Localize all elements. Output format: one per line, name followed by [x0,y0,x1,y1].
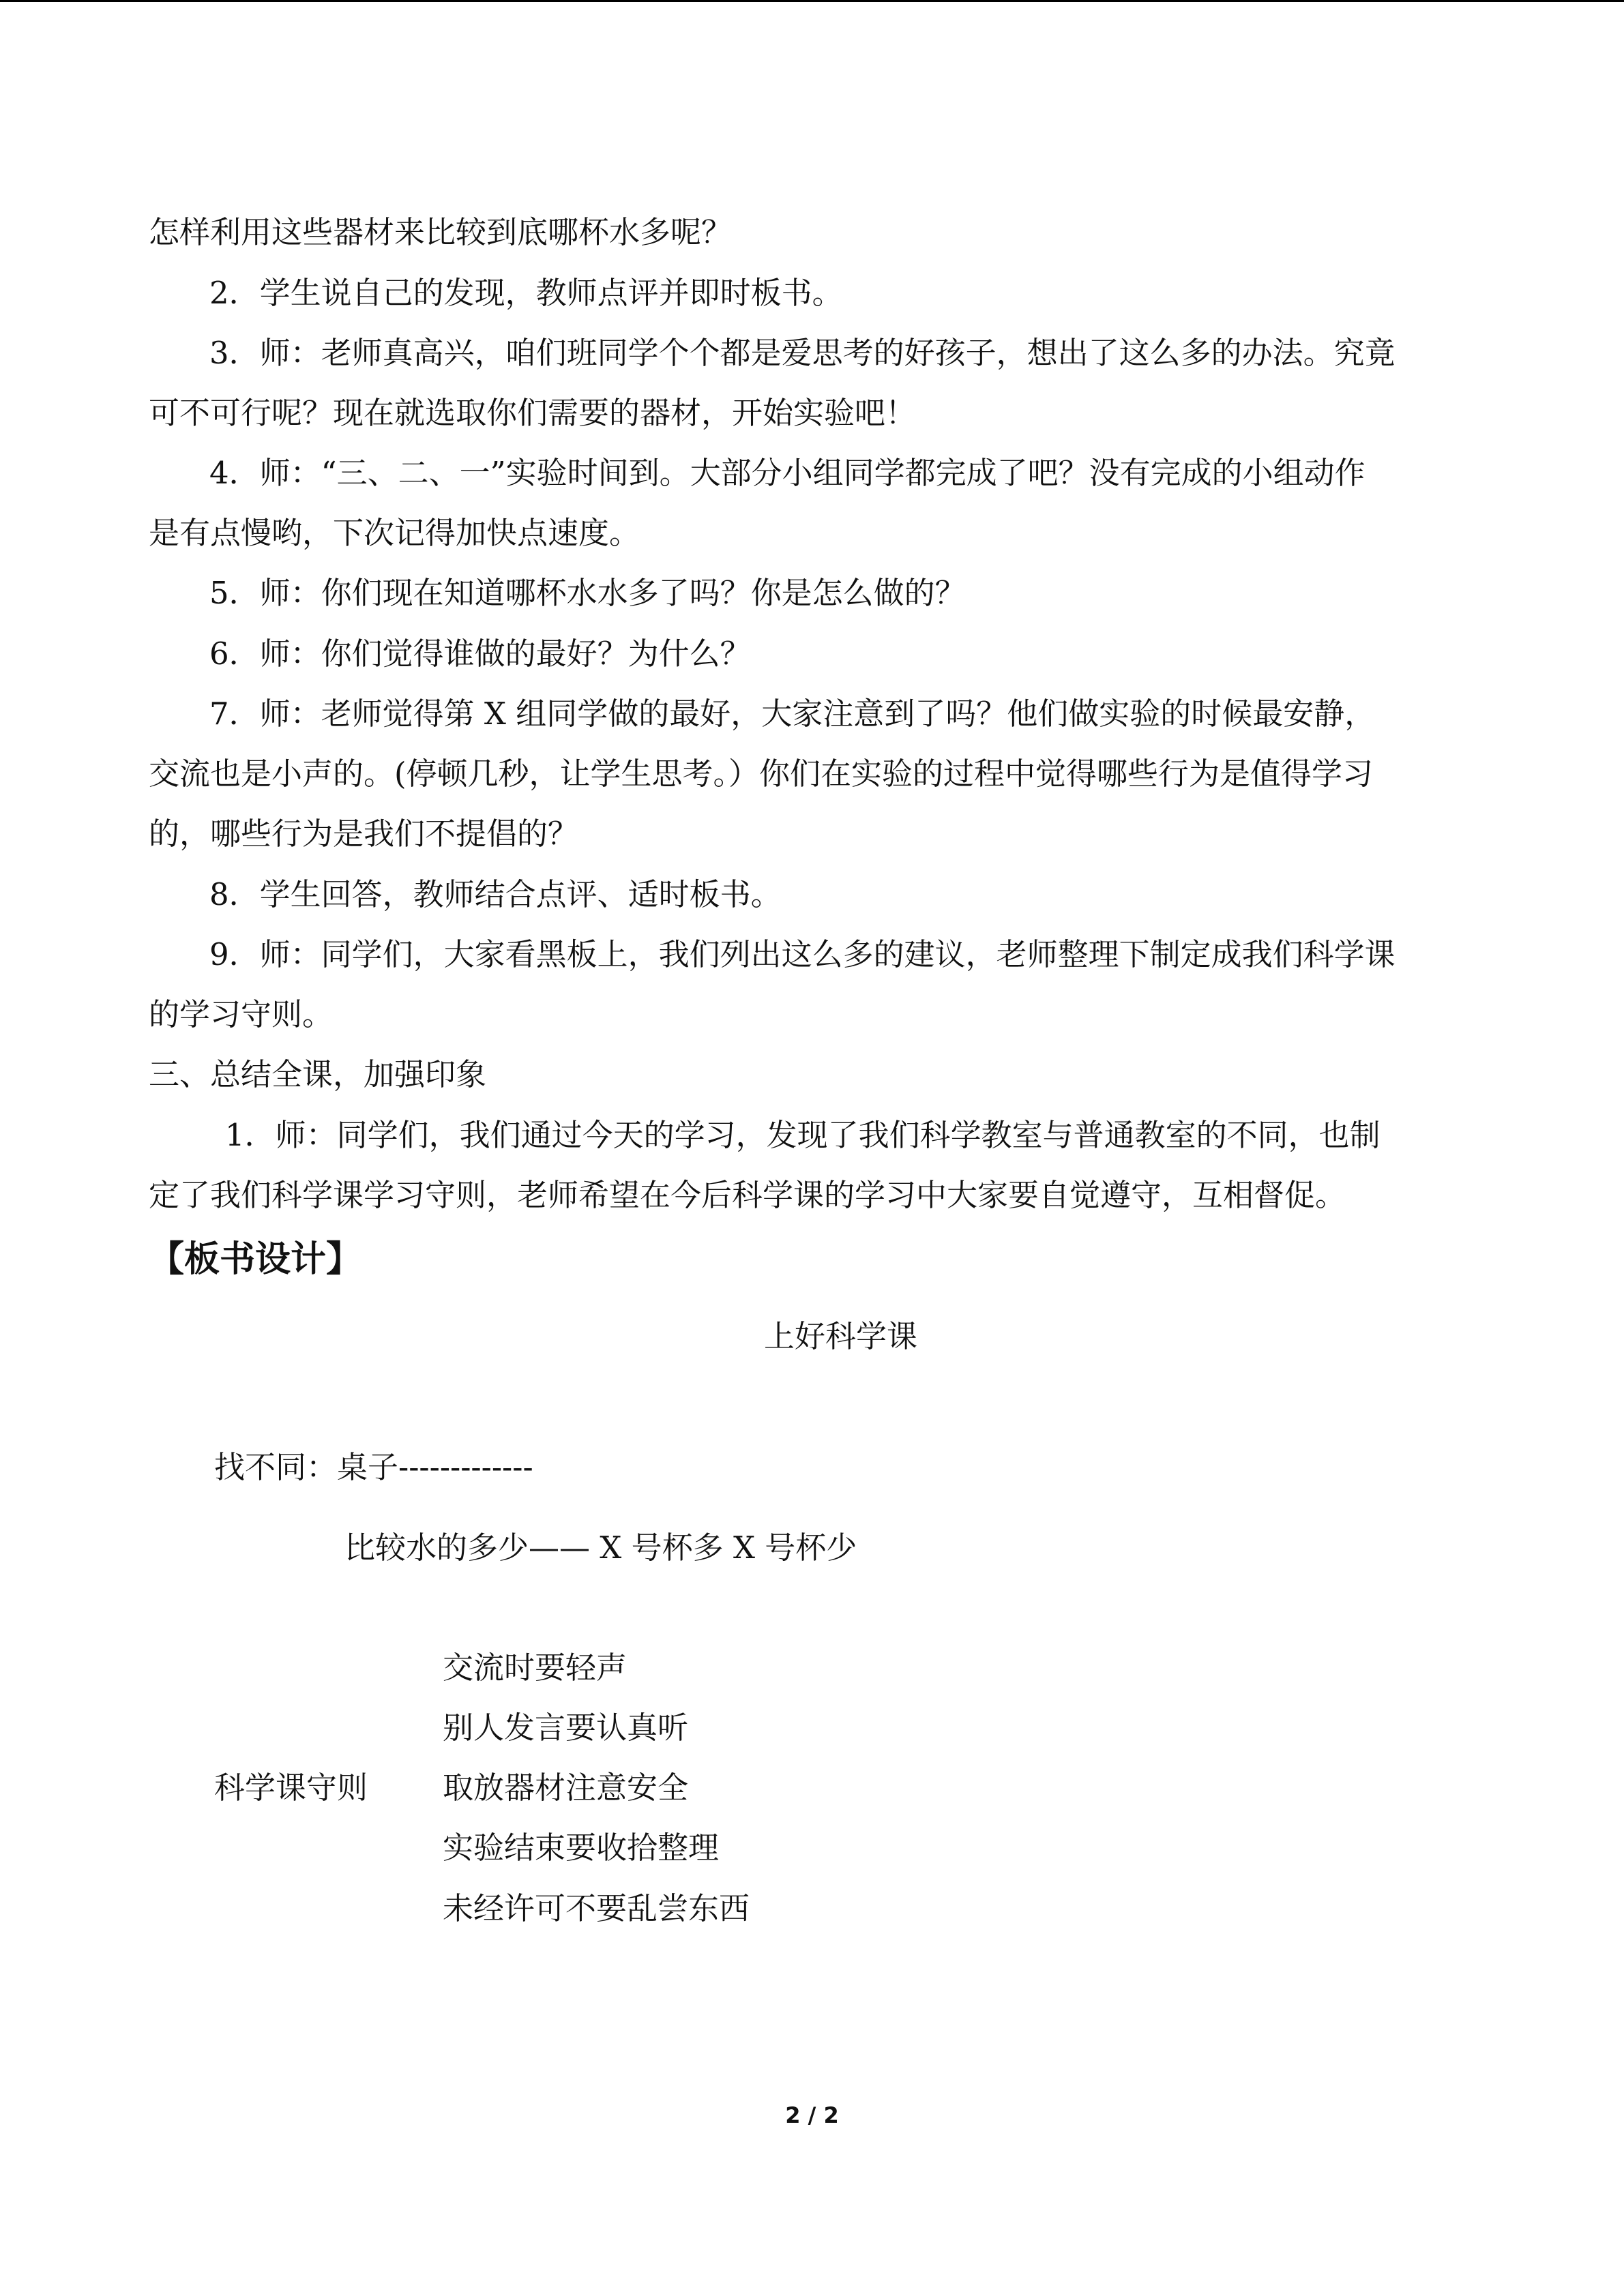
body-line: 可不可行呢？现在就选取你们需要的器材，开始实验吧！ [149,395,917,431]
board-find-diff: 找不同：桌子------------- [214,1449,533,1485]
body-line: 3．师：老师真高兴，咱们班同学个个都是爱思考的好孩子，想出了这么多的办法。究竟 [209,335,1396,371]
body-line: 4．师：“三、二、一”实验时间到。大部分小组同学都完成了吧？没有完成的小组动作 [209,455,1365,491]
body-line: 7．师：老师觉得第 X 组同学做的最好，大家注意到了吗？他们做实验的时候最安静， [209,696,1376,732]
body-line: 的，哪些行为是我们不提倡的？ [149,816,579,852]
board-compare: 比较水的多少—— X 号杯多 X 号杯少 [344,1530,857,1566]
body-line: 5．师：你们现在知道哪杯水水多了吗？你是怎么做的？ [209,575,966,611]
page-number: 2 / 2 [785,2102,839,2128]
board-rule: 别人发言要认真听 [443,1710,689,1746]
board-rule: 交流时要轻声 [443,1650,628,1686]
body-line: 1．师：同学们，我们通过今天的学习，发现了我们科学教室与普通教室的不同，也制 [225,1117,1381,1153]
body-line: 9．师：同学们，大家看黑板上，我们列出这么多的建议，老师整理下制定成我们科学课 [209,936,1396,972]
board-rules-label: 科学课守则 [214,1770,368,1806]
section-heading: 三、总结全课，加强印象 [149,1056,487,1092]
body-line: 定了我们科学课学习守则，老师希望在今后科学课的学习中大家要自觉遵守，互相督促。 [149,1177,1346,1213]
page-top-border [0,0,1624,2]
board-rule: 未经许可不要乱尝东西 [443,1890,750,1926]
body-line: 的学习守则。 [149,996,334,1032]
body-line: 6．师：你们觉得谁做的最好？为什么？ [209,636,751,672]
body-line: 8．学生回答，教师结合点评、适时板书。 [209,876,782,912]
body-line: 交流也是小声的。(停顿几秒，让学生思考。）你们在实验的过程中觉得哪些行为是值得学习 [149,756,1374,792]
board-title: 上好科学课 [764,1318,918,1354]
body-line: 怎样利用这些器材来比较到底哪杯水多呢？ [149,214,733,250]
board-rule: 实验结束要收拾整理 [443,1830,720,1866]
body-line: 是有点慢哟，下次记得加快点速度。 [149,515,640,551]
body-line: 2．学生说自己的发现，教师点评并即时板书。 [209,275,843,311]
board-rule: 取放器材注意安全 [443,1770,689,1806]
board-heading: 【板书设计】 [149,1239,362,1280]
